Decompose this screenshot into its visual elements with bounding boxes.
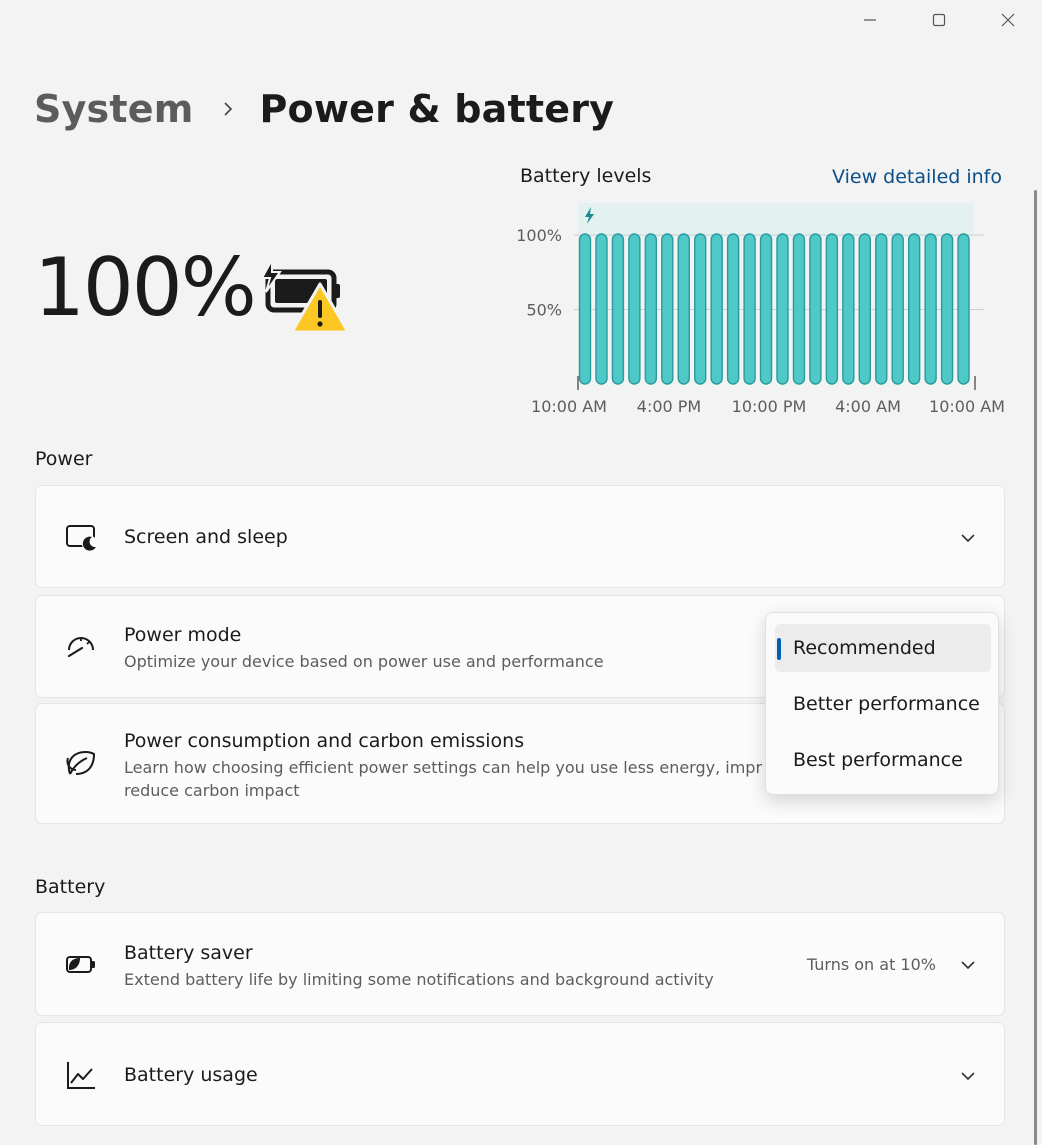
battery-bar <box>662 234 673 384</box>
battery-bar <box>892 234 903 384</box>
chevron-down-icon[interactable] <box>958 955 978 975</box>
selection-indicator <box>777 638 781 660</box>
breadcrumb-system-link[interactable]: System <box>34 87 194 131</box>
battery-bar <box>645 234 656 384</box>
leaf-icon <box>64 746 98 780</box>
battery-levels-chart <box>512 196 1010 424</box>
power-mode-option-better-performance[interactable] <box>775 680 991 728</box>
gauge-icon <box>64 630 98 664</box>
screen-and-sleep-title: Screen and sleep <box>124 526 288 548</box>
carbon-emissions-title: Power consumption and carbon emissions <box>124 730 525 752</box>
screen-sleep-icon <box>64 521 98 555</box>
power-mode-option-recommended[interactable] <box>775 624 991 672</box>
view-detailed-info-link[interactable]: View detailed info <box>832 166 1002 188</box>
x-tick-label: 10:00 AM <box>929 397 1005 416</box>
battery-bar <box>826 234 837 384</box>
power-mode-description: Optimize your device based on power use and performance <box>124 652 604 671</box>
battery-bar <box>777 234 788 384</box>
power-mode-option-best-performance[interactable] <box>775 736 991 784</box>
battery-saver-title: Battery saver <box>124 942 253 964</box>
carbon-emissions-description-line2: reduce carbon impact <box>124 781 300 800</box>
chevron-right-icon <box>218 99 238 119</box>
maximize-button[interactable] <box>904 0 973 40</box>
chart-title: Battery levels <box>520 165 652 187</box>
battery-bar <box>876 234 887 384</box>
carbon-emissions-description-line1: Learn how choosing efficient power settings can help you use less energy, impr <box>124 758 763 777</box>
battery-percentage: 100% <box>34 241 255 334</box>
section-battery-label: Battery <box>35 876 106 898</box>
battery-bar <box>793 234 804 384</box>
x-tick-label: 10:00 AM <box>531 397 607 416</box>
option-label: Recommended <box>793 637 936 659</box>
battery-charging-warning-icon <box>258 258 350 336</box>
window-controls <box>835 0 1042 40</box>
battery-bar <box>612 234 623 384</box>
breadcrumb <box>34 84 614 134</box>
battery-bar <box>744 234 755 384</box>
battery-bar <box>909 234 920 384</box>
battery-saver-card[interactable] <box>35 912 1005 1016</box>
x-tick-label: 4:00 AM <box>835 397 901 416</box>
x-tick-label: 10:00 PM <box>731 397 807 416</box>
battery-bar <box>761 234 772 384</box>
charging-band <box>578 203 974 237</box>
battery-usage-card[interactable] <box>35 1022 1005 1126</box>
close-button[interactable] <box>973 0 1042 40</box>
battery-bar <box>728 234 739 384</box>
battery-bar <box>629 234 640 384</box>
battery-bar <box>958 234 969 384</box>
minimize-icon <box>862 12 878 28</box>
page-title: Power & battery <box>259 87 615 131</box>
y-tick-label: 100% <box>516 226 562 245</box>
battery-bar <box>859 234 870 384</box>
line-chart-icon <box>64 1058 98 1092</box>
option-label: Better performance <box>793 693 980 715</box>
battery-usage-title: Battery usage <box>124 1064 258 1086</box>
power-mode-title: Power mode <box>124 624 242 646</box>
battery-saver-description: Extend battery life by limiting some notifications and background activity <box>124 970 714 989</box>
screen-and-sleep-card[interactable] <box>35 485 1005 588</box>
chevron-down-icon[interactable] <box>958 528 978 548</box>
battery-saver-status: Turns on at 10% <box>806 955 936 974</box>
battery-saver-icon <box>64 947 98 981</box>
minimize-button[interactable] <box>835 0 904 40</box>
option-label: Best performance <box>793 749 963 771</box>
x-tick-label: 4:00 PM <box>636 397 702 416</box>
battery-bar <box>942 234 953 384</box>
scrollbar[interactable] <box>1034 190 1037 1145</box>
y-tick-label: 50% <box>526 300 562 320</box>
battery-bar <box>580 234 591 384</box>
battery-bar <box>711 234 722 384</box>
maximize-icon <box>931 12 947 28</box>
battery-bar <box>695 234 706 384</box>
battery-bar <box>678 234 689 384</box>
battery-bar <box>925 234 936 384</box>
battery-bar <box>596 234 607 384</box>
battery-bar <box>810 234 821 384</box>
power-mode-dropdown <box>765 612 999 795</box>
chevron-down-icon[interactable] <box>958 1066 978 1086</box>
close-icon <box>1000 12 1016 28</box>
battery-bar <box>843 234 854 384</box>
section-power-label: Power <box>35 448 93 470</box>
